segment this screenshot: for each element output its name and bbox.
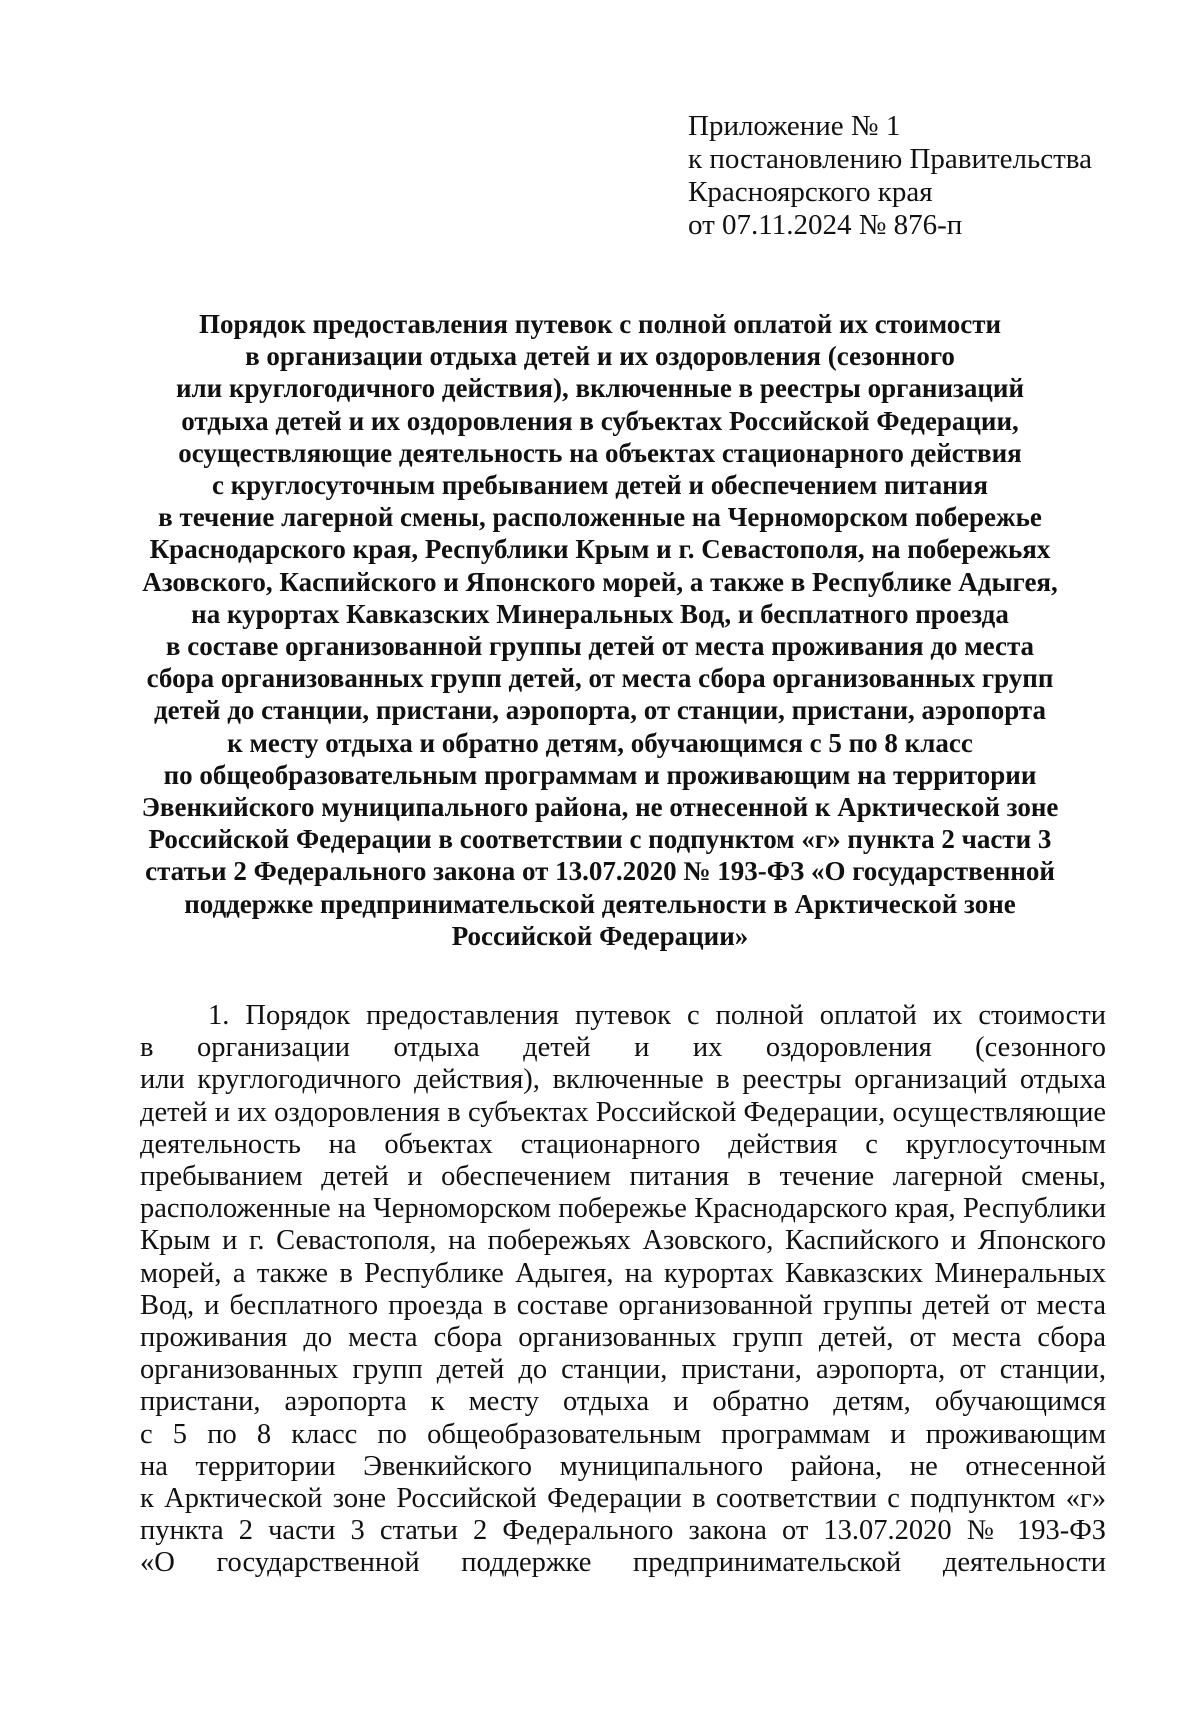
paragraph-1 <box>140 1000 1106 1580</box>
title-line: Российской Федерации» <box>451 920 749 951</box>
title-line: Азовского, Каспийского и Японского морей, а также в Республике Адыгея, <box>142 566 1058 597</box>
appendix-region: Красноярского края <box>688 176 933 208</box>
title-line: к месту отдыха и обратно детям, обучающимся с 5 по 8 класс <box>227 727 973 758</box>
appendix-header <box>688 110 1148 242</box>
title-line: Российской Федерации в соответствии с подпунктом «г» пункта 2 части 3 <box>148 824 1052 855</box>
title-line: Краснодарского края, Республики Крым и г. Севастополя, на побережьях <box>149 534 1051 565</box>
paragraph-line: расположенные на Черноморском побережье Краснодарского края, Республики <box>140 1193 1106 1225</box>
paragraph-line: Вод, и бесплатного проезда в составе организованной группы детей от места <box>140 1289 1106 1321</box>
title-line: Эвенкийского муниципального района, не отнесенной к Арктической зоне <box>141 792 1059 823</box>
appendix-resolution-ref: к постановлению Правительства <box>688 143 1092 175</box>
paragraph-line: Крым и г. Севастополя, на побережьях Азовского, Каспийского и Японского <box>140 1225 1106 1257</box>
paragraph-line: деятельность на объектах стационарного действия с круглосуточным <box>140 1128 1106 1160</box>
paragraph-line: пункта 2 части 3 статьи 2 Федерального закона от 13.07.2020 № 193-ФЗ <box>140 1515 1106 1547</box>
paragraph-line: пребыванием детей и обеспечением питания в течение лагерной смены, <box>140 1161 1106 1193</box>
paragraph-line: организованных групп детей до станции, пристани, аэропорта, от станции, <box>140 1354 1106 1386</box>
title-line: в течение лагерной смены, расположенные на Черноморском побережье <box>158 502 1042 533</box>
document-title <box>100 308 1100 952</box>
title-line: на курортах Кавказских Минеральных Вод, и бесплатного проезда <box>191 598 1009 629</box>
title-line: по общеобразовательным программам и проживающим на территории <box>163 759 1037 790</box>
paragraph-line: пристани, аэропорта к месту отдыха и обратно детям, обучающимся <box>140 1386 1106 1418</box>
title-line: с круглосуточным пребыванием детей и обеспечением питания <box>212 470 988 501</box>
paragraph-line: или круглогодичного действия), включенные в реестры организаций отдыха <box>140 1064 1106 1096</box>
paragraph-line: на территории Эвенкийского муниципального района, не отнесенной <box>140 1450 1106 1482</box>
paragraph-line: с 5 по 8 класс по общеобразовательным программам и проживающим <box>140 1418 1106 1450</box>
title-line: осуществляющие деятельность на объектах стационарного действия <box>178 437 1022 468</box>
title-line: в организации отдыха детей и их оздоровления (сезонного <box>245 341 955 372</box>
appendix-number: Приложение № 1 <box>688 110 901 142</box>
paragraph-line: 1. Порядок предоставления путевок с полной оплатой их стоимости <box>208 1000 1106 1031</box>
title-line: в составе организованной группы детей от места проживания до места <box>165 631 1035 662</box>
paragraph-line: «О государственной поддержке предпринимательской деятельности <box>140 1547 1106 1579</box>
title-line: статьи 2 Федерального закона от 13.07.2020 № 193-ФЗ «О государственной <box>145 856 1055 887</box>
title-line: поддержке предпринимательской деятельности в Арктической зоне <box>184 888 1016 919</box>
title-line: или круглогодичного действия), включенные в реестры организаций <box>175 373 1025 404</box>
appendix-date-number: от 07.11.2024 № 876-п <box>688 209 963 241</box>
paragraph-line: детей и их оздоровления в субъектах Российской Федерации, осуществляющие <box>140 1096 1106 1128</box>
title-line: сбора организованных групп детей, от места сбора организованных групп <box>146 663 1054 694</box>
paragraph-line: морей, а также в Республике Адыгея, на курортах Кавказских Минеральных <box>140 1257 1106 1289</box>
paragraph-line: к Арктической зоне Российской Федерации в соответствии с подпунктом «г» <box>140 1483 1106 1515</box>
paragraph-line: проживания до места сбора организованных групп детей, от места сбора <box>140 1322 1106 1354</box>
paragraph-line: в организации отдыха детей и их оздоровления (сезонного <box>140 1032 1106 1064</box>
title-line: отдыха детей и их оздоровления в субъектах Российской Федерации, <box>181 405 1019 436</box>
title-line: детей до станции, пристани, аэропорта, от станции, пристани, аэропорта <box>154 695 1046 726</box>
title-line: Порядок предоставления путевок с полной оплатой их стоимости <box>198 309 1002 339</box>
